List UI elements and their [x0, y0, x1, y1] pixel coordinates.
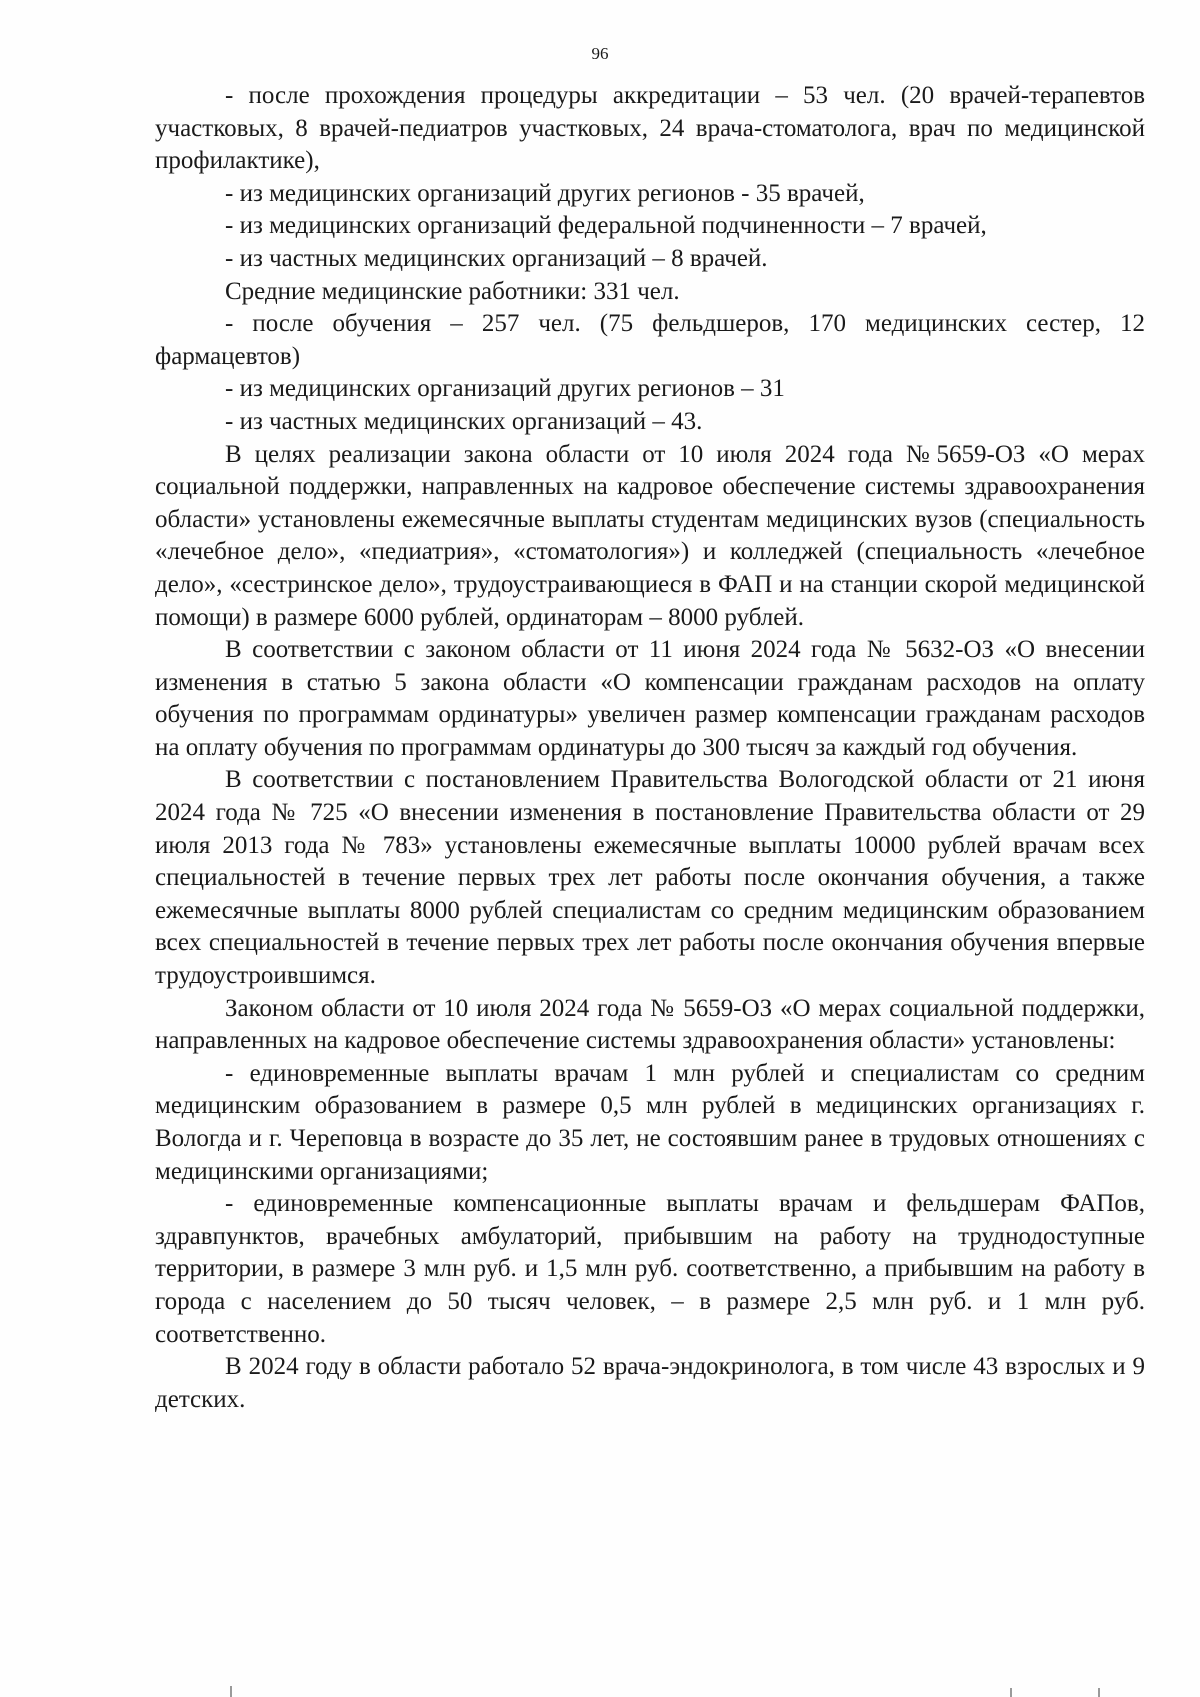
scan-artifact	[1098, 1688, 1100, 1697]
paragraph-law-measures: Законом области от 10 июля 2024 года № 5659-ОЗ «О мерах социальной поддержки, направленных на кадровое обеспечение системы здравоохранения области» установлены:	[155, 994, 1145, 1055]
paragraph-private-staff: - из частных медицинских организаций – 43.	[225, 407, 703, 435]
paragraph-compensation-payments: - единовременные компенсационные выплаты врачам и фельдшерам ФАПов, здравпунктов, врачебных амбулаторий, прибывшим на работу на труднодоступные территории, в размере 3 млн руб. и 1,5 млн руб. соответственно, а прибывшим на работу в города с населением до 50 тысяч человек, – в размере 2,5 млн руб. и 1 млн руб. соответственно.	[155, 1190, 1145, 1348]
paragraph-residency-compensation: В соответствии с законом области от 11 июня 2024 года № 5632-ОЗ «О внесении изменения в статью 5 закона области «О компенсации гражданам расходов на оплату обучения по программам ординатуры» увеличен размер компенсации гражданам расходов на оплату обучения по программам ординатуры до 300 тысяч за каждый год обучения.	[155, 636, 1145, 761]
paragraph-other-regions-doctors: - из медицинских организаций других регионов - 35 врачей,	[225, 179, 865, 207]
paragraph-federal-doctors: - из медицинских организаций федеральной подчиненности – 7 врачей,	[225, 212, 987, 240]
paragraph-student-payments: В целях реализации закона области от 10 июля 2024 года №5659-ОЗ «О мерах социальной поддержки, направленных на кадровое обеспечение системы здравоохранения области» установлены ежемесячные выплаты студентам медицинских вузов (специальность «лечебное дело», «педиатрия», «стоматология») и колледжей (специальность «лечебное дело», «сестринское дело», трудоустраивающиеся в ФАП и на станции скорой медицинской помощи) в размере 6000 рублей, ординаторам – 8000 рублей.	[155, 440, 1145, 631]
paragraph-endocrinologists: В 2024 году в области работало 52 врача-эндокринолога, в том числе 43 взрослых и 9 детских.	[155, 1353, 1145, 1413]
paragraph-accreditation: - после прохождения процедуры аккредитации – 53 чел. (20 врачей-терапевтов участковых, 8 врачей-педиатров участковых, 24 врача-стоматолога, врач по медицинской профилактике),	[155, 82, 1145, 175]
paragraph-mid-level-staff: Средние медицинские работники: 331 чел.	[225, 277, 680, 305]
document-body	[155, 80, 1145, 1416]
page-number: 96	[591, 44, 609, 63]
scan-artifact	[1010, 1688, 1012, 1697]
scan-artifact	[230, 1686, 232, 1697]
paragraph-other-regions-staff: - из медицинских организаций других регионов – 31	[225, 375, 785, 403]
paragraph-lump-sum-payments: - единовременные выплаты врачам 1 млн рублей и специалистам со средним медицинским образованием в размере 0,5 млн рублей в медицинских организациях г. Вологда и г. Череповца в возрасте до 35 лет, не состоявшим ранее в трудовых отношениях с медицинскими организациями;	[155, 1059, 1145, 1185]
paragraph-monthly-payments: В соответствии с постановлением Правительства Вологодской области от 21 июня 2024 года № 725 «О внесении изменения в постановление Правительства области от 29 июля 2013 года № 783» установлены ежемесячные выплаты 10000 рублей врачам всех специальностей в течение первых трех лет работы после окончания обучения, а также ежемесячные выплаты 8000 рублей специалистам со средним медицинским образованием всех специальностей в течение первых трех лет работы после окончания обучения впервые трудоустроившимся.	[155, 766, 1145, 990]
paragraph-after-training: - после обучения – 257 чел. (75 фельдшеров, 170 медицинских сестер, 12 фармацевтов)	[155, 310, 1145, 370]
paragraph-private-doctors: - из частных медицинских организаций – 8 врачей.	[225, 244, 768, 272]
